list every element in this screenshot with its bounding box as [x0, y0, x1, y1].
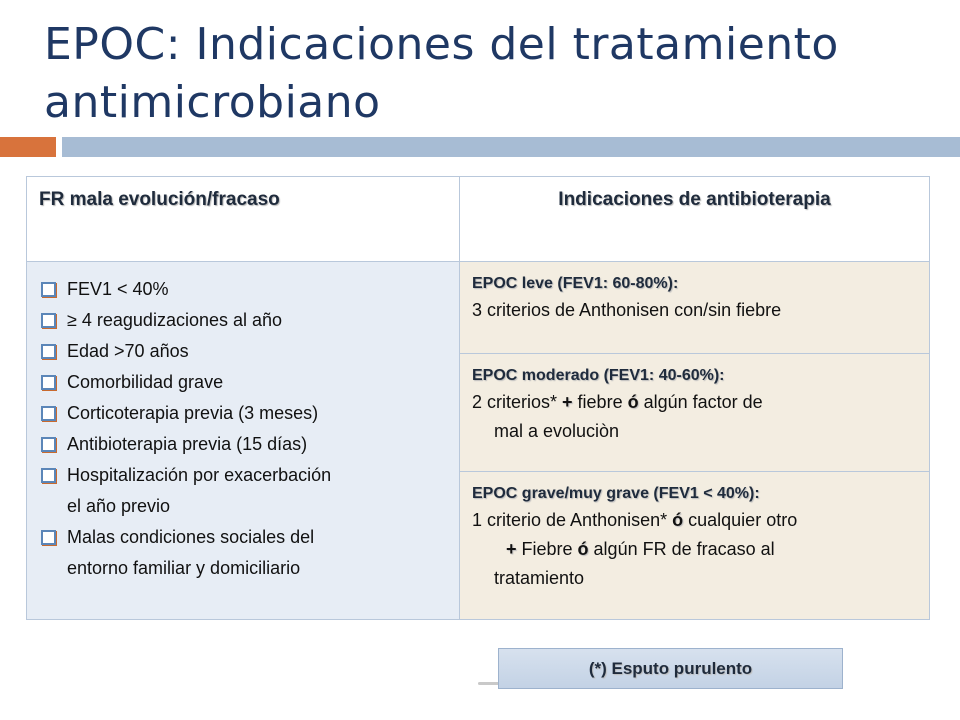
- checkbox-bullet-icon: [41, 282, 56, 297]
- list-item: ≥ 4 reagudizaciones al año: [41, 305, 459, 336]
- list-item: Edad >70 años: [41, 336, 459, 367]
- checkbox-bullet-icon: [41, 437, 56, 452]
- checkbox-bullet-icon: [41, 344, 56, 359]
- indication-moderado-text: 2 criterios* + fiebre ó algún factor de mal a evoluciòn: [472, 392, 763, 441]
- risk-factors-list: [27, 262, 459, 584]
- list-item: FEV1 < 40%: [41, 274, 459, 305]
- checkbox-bullet-icon: [41, 406, 56, 421]
- title-accent-blue: [62, 137, 960, 157]
- slide-title: EPOC: Indicaciones del tratamiento antimicrobiano: [44, 19, 839, 128]
- header-risk-factors: [27, 177, 460, 262]
- title-accent-orange: [0, 137, 56, 157]
- header-risk-factors-label: FR mala evolución/fracaso: [39, 189, 280, 210]
- checkbox-bullet-icon: [41, 530, 56, 545]
- checkbox-bullet-icon: [41, 313, 56, 328]
- list-item: Corticoterapia previa (3 meses): [41, 398, 459, 429]
- indication-moderado-cell: [460, 354, 930, 472]
- o-symbol: ó: [672, 510, 684, 530]
- indication-grave-cell: [460, 472, 930, 620]
- list-item: Comorbilidad grave: [41, 367, 459, 398]
- plus-symbol: +: [562, 392, 573, 412]
- header-indications-label: Indicaciones de antibioterapia: [558, 189, 831, 210]
- o-symbol: ó: [577, 539, 589, 559]
- header-indications: [460, 177, 930, 262]
- list-item: Antibioterapia previa (15 días): [41, 429, 459, 460]
- list-item: Hospitalización por exacerbación el año previo: [41, 460, 459, 522]
- indication-moderado-heading: EPOC moderado (FEV1: 40-60%):: [472, 367, 725, 384]
- o-symbol: ó: [627, 392, 639, 412]
- footnote-box: (*) Esputo purulento: [498, 648, 843, 689]
- indication-grave-heading: EPOC grave/muy grave (FEV1 < 40%):: [472, 485, 760, 502]
- indications-table: [26, 176, 930, 620]
- checkbox-bullet-icon: [41, 375, 56, 390]
- risk-factors-cell: [27, 262, 460, 620]
- checkbox-bullet-icon: [41, 468, 56, 483]
- indication-grave-text: 1 criterio de Anthonisen* ó cualquier otro + Fiebre ó algún FR de fracaso al tratamiento: [472, 510, 798, 588]
- list-item: Malas condiciones sociales del entorno familiar y domiciliario: [41, 522, 459, 584]
- plus-symbol: +: [506, 539, 517, 559]
- indication-leve-cell: [460, 262, 930, 354]
- indication-leve-heading: EPOC leve (FEV1: 60-80%):: [472, 275, 679, 292]
- indication-leve-text: 3 criterios de Anthonisen con/sin fiebre: [472, 300, 782, 320]
